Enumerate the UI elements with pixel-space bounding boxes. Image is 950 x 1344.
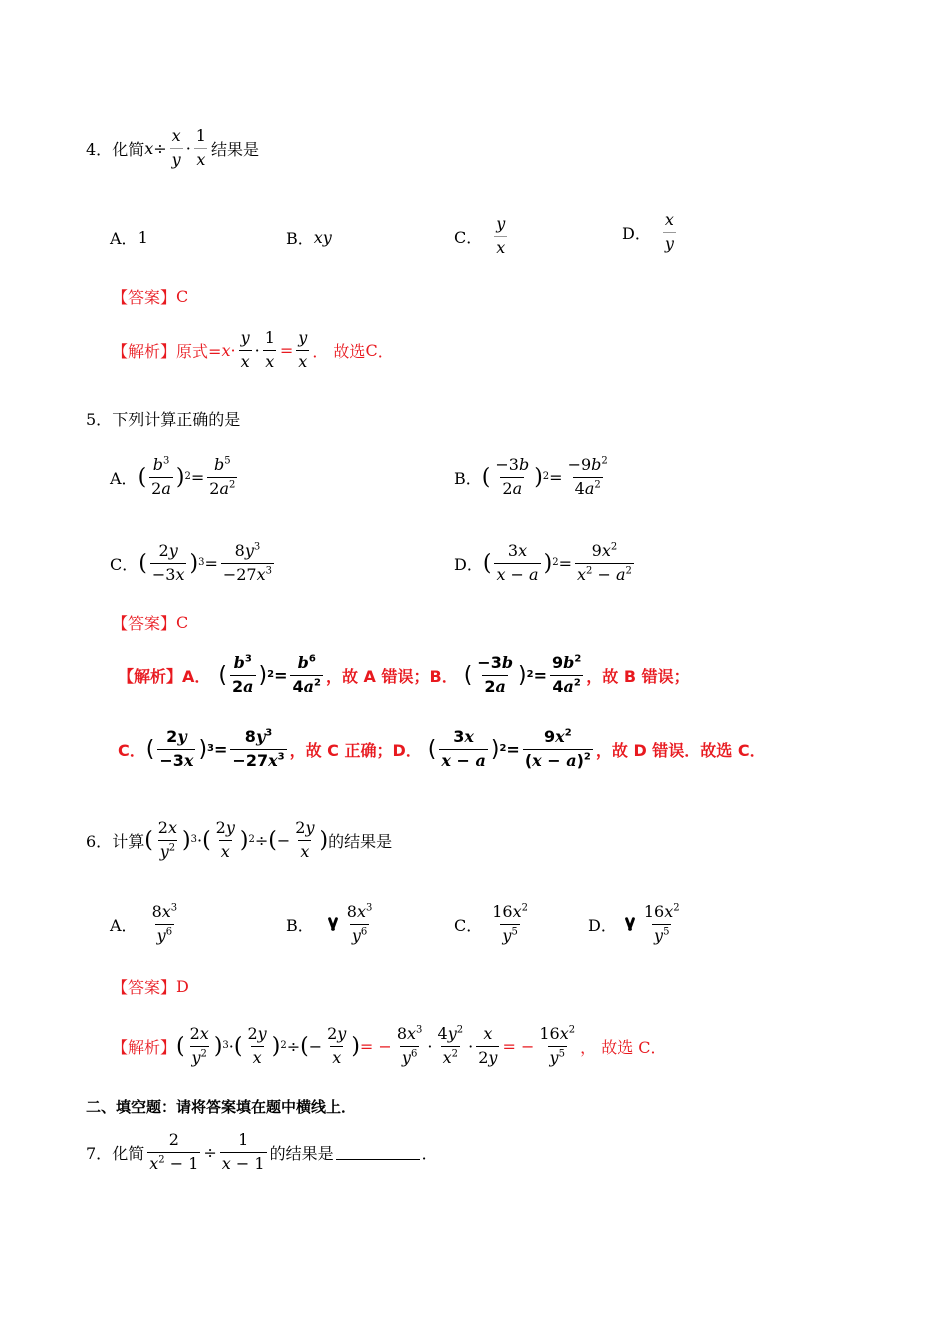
q5-option-b[interactable]: B． ( $\frac{-3b}{2a}$ ) 2 = $\frac{-9b^2}{4a^2}$ <box>454 455 608 498</box>
q4-analysis: 【解析】 原式= x · $\frac{y}{x}$ · $\frac{1}{x}$ = $\frac{y}{x}$ ． 故选 C ． <box>112 328 394 371</box>
q4-option-c[interactable]: C． $\frac{y}{x}$ <box>454 214 506 257</box>
q7-stem: 7． 化简 $\frac{2}{x^2 - 1}$ ÷ $\frac{1}{x - 1}$ 的结果是 ． <box>86 1130 438 1173</box>
q4-number: 4． <box>86 139 113 159</box>
q6-answer: 【答案】 D <box>112 976 189 997</box>
q4-stem-pre: 化简 <box>112 139 145 159</box>
q6-option-d[interactable]: D． $\frac{16x^2}{y^5}$ <box>588 902 680 945</box>
q6-option-c[interactable]: C． $\frac{16x^2}{y^5}$ <box>454 902 529 945</box>
q4-frac-x-over-y: $\frac{x}{y}$ <box>171 126 181 169</box>
q5-stem: 5． 下列计算正确的是 <box>86 409 241 429</box>
q4-answer: 【答案】 C <box>112 286 189 307</box>
q6-option-a[interactable]: A． $\frac{8x^3}{y^6}$ <box>110 902 178 945</box>
q6-option-b[interactable]: B． $\frac{8x^3}{y^6}$ <box>286 902 373 945</box>
minus-ribbon-icon <box>328 917 338 931</box>
q5-option-a[interactable]: A． ( $\frac{b^3}{2a}$ ) 2 = $\frac{b^5}{2a^2}$ <box>110 455 236 498</box>
q7-answer-blank[interactable] <box>336 1145 420 1160</box>
q4-option-d[interactable]: D． $\frac{x}{y}$ <box>622 210 674 253</box>
q6-analysis: 【解析】 ( $\frac{2x}{y^2}$ ) 3 · ( $\frac{2y}{x}$ ) 2 ÷ ( − $\frac{2y}{x}$ ) = − $\frac{8x^3}{y^6}$ · $\frac{4y^2}{x^2}$ · $\frac{x}{2y}$ = − $\frac{16x^2}{y^5}$ ， 故选 C． <box>112 1024 667 1067</box>
section2-title: 二、填空题：请将答案填在题中横线上． <box>86 1097 357 1116</box>
q4-stem-post: 结果是 <box>210 139 259 159</box>
q5-analysis-line1: 【解析】 A． ( $\frac{b^3}{2a}$ ) 2 = $\frac{b^6}{4a^2}$ ，故 A 错误； B． ( $\frac{-3b}{2a}$ ) 2 = $\frac{9b^2}{4a^2}$ ，故 B 错误； <box>118 653 690 696</box>
q4-option-b[interactable]: B． xy <box>286 227 332 248</box>
q5-analysis-line2: C． ( $\frac{2y}{-3x}$ ) 3 = $\frac{8y^3}{-27x^3}$ ，故 C 正确； D． ( $\frac{3x}{x - a}$ ) 2 = $\frac{9x^2}{(x - a)^2}$ ，故 D 错误．故选 C． <box>118 727 766 770</box>
q5-option-d[interactable]: D． ( $\frac{3x}{x - a}$ ) 2 = $\frac{9x^2}{x^2 - a^2}$ <box>454 541 632 584</box>
q6-stem: 6． 计算 ( $\frac{2x}{y^2}$ ) 3 · ( $\frac{2y}{x}$ ) 2 ÷ ( − $\frac{2y}{x}$ ) 的结果是 <box>86 818 393 861</box>
q4-frac-1-over-x: $\frac{1}{x}$ <box>195 126 206 169</box>
q5-answer: 【答案】 C <box>112 612 189 633</box>
q5-option-c[interactable]: C． ( $\frac{2y}{-3x}$ ) 3 = $\frac{8y^3}{-27x^3}$ <box>110 541 273 584</box>
q4-option-a[interactable]: A． 1 <box>110 227 148 248</box>
q4-stem: 4． 化简 x ÷ $\frac{x}{y}$ · $\frac{1}{x}$ 结果是 <box>86 126 259 169</box>
minus-ribbon-icon <box>625 917 635 931</box>
